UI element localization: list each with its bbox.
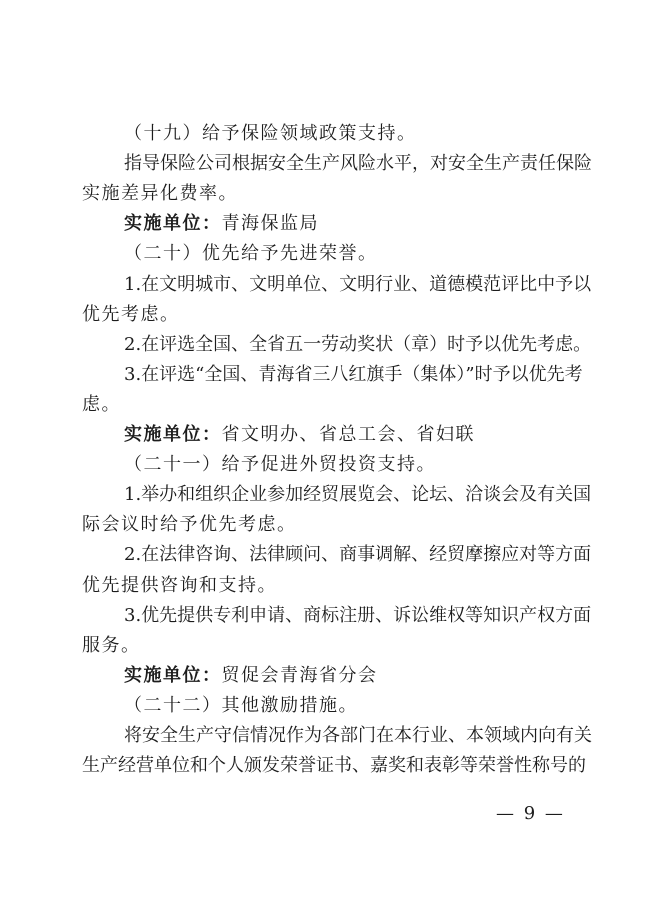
paragraph-line xyxy=(0,393,660,417)
paragraph-line xyxy=(0,363,660,387)
line-text: 2.在法律咨询、法律顾问、商事调解、经贸摩擦应对等方面 xyxy=(124,544,592,565)
paragraph-line xyxy=(0,182,660,206)
line-text: 优先提供咨询和支持。 xyxy=(82,575,277,596)
line-text: 实施单位： xyxy=(124,665,222,686)
line-text: 际会议时给予优先考虑。 xyxy=(82,514,297,535)
page-number: — 9 — xyxy=(496,803,565,824)
line-text: 优先考虑。 xyxy=(82,304,180,325)
paragraph-line xyxy=(0,513,660,537)
paragraph-line xyxy=(0,634,660,658)
line-text: 虑。 xyxy=(82,394,121,415)
section-heading-21 xyxy=(0,453,660,477)
line-text: 将安全生产守信情况作为各部门在本行业、本领域内向有关 xyxy=(124,725,592,746)
paragraph-line xyxy=(0,303,660,327)
paragraph-line xyxy=(0,604,660,628)
section-heading-20 xyxy=(0,242,660,266)
paragraph-line xyxy=(0,333,660,357)
line-text: （二十二）其他激励措施。 xyxy=(124,695,358,716)
line-text: 1.在文明城市、文明单位、文明行业、道德模范评比中予以 xyxy=(124,274,592,295)
paragraph-line xyxy=(0,152,660,176)
implementing-unit xyxy=(0,423,660,447)
line-text: （二十）优先给予先进荣誉。 xyxy=(124,243,378,264)
line-text: 实施差异化费率。 xyxy=(82,183,238,204)
paragraph-line xyxy=(0,483,660,507)
line-text: 3.在评选“全国、青海省三八红旗手（集体）”时予以优先考 xyxy=(124,364,583,385)
line-text: 实施单位： xyxy=(124,424,222,445)
line-text: 省文明办、省总工会、省妇联 xyxy=(221,424,475,445)
paragraph-line xyxy=(0,543,660,567)
implementing-unit xyxy=(0,212,660,236)
line-text: 贸促会青海省分会 xyxy=(221,665,378,686)
line-text: 服务。 xyxy=(82,635,141,656)
line-text: （二十一）给予促进外贸投资支持。 xyxy=(124,454,436,475)
implementing-unit xyxy=(0,664,660,688)
line-text: 青海保监局 xyxy=(221,213,319,234)
paragraph-line xyxy=(0,574,660,598)
section-heading-22 xyxy=(0,694,660,718)
section-heading-19 xyxy=(0,122,660,146)
paragraph-line xyxy=(0,273,660,297)
line-text: 3.优先提供专利申请、商标注册、诉讼维权等知识产权方面 xyxy=(124,605,592,626)
line-text: 指导保险公司根据安全生产风险水平，对安全生产责任保险 xyxy=(124,153,592,174)
line-text: 实施单位： xyxy=(124,213,222,234)
line-text: （十九）给予保险领域政策支持。 xyxy=(124,123,417,144)
line-text: 2.在评选全国、全省五一劳动奖状（章）时予以优先考虑。 xyxy=(124,334,592,355)
paragraph-line xyxy=(0,754,660,778)
paragraph-line xyxy=(0,724,660,748)
line-text: 1.举办和组织企业参加经贸展览会、论坛、洽谈会及有关国 xyxy=(124,484,592,505)
line-text: 生产经营单位和个人颁发荣誉证书、嘉奖和表彰等荣誉性称号的 xyxy=(82,755,586,776)
